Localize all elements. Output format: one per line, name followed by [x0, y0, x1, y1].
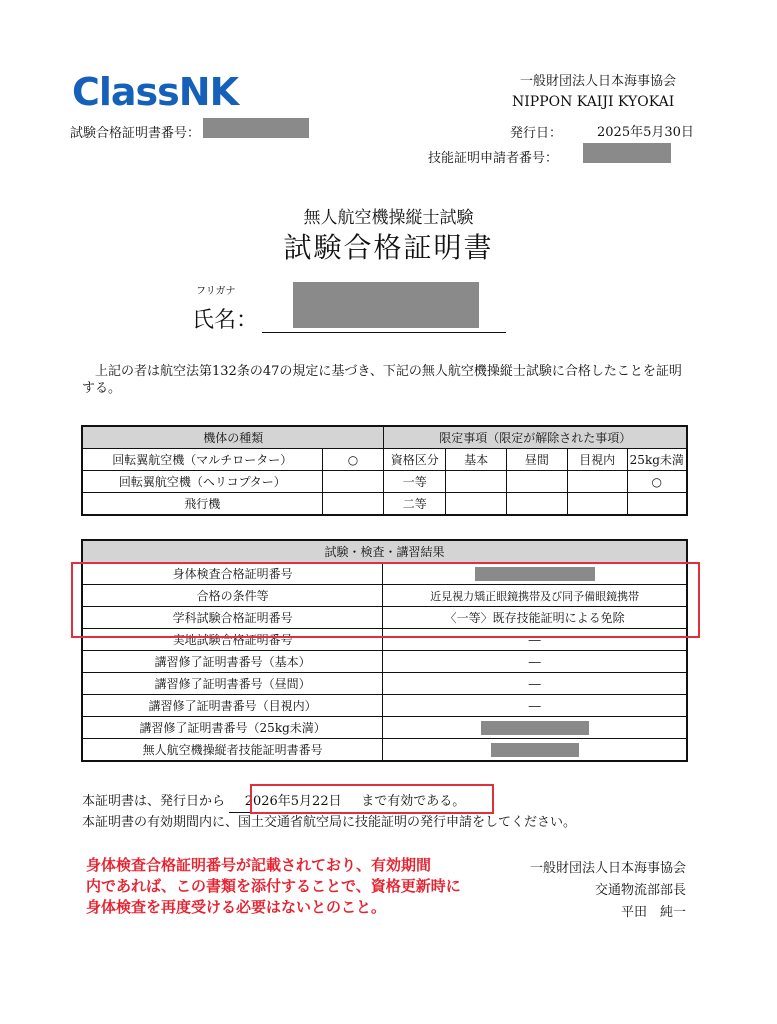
result-value-redacted — [491, 743, 579, 757]
result-value — [383, 717, 687, 739]
classnk-logo: ClassNK — [72, 70, 239, 114]
limit-value — [506, 493, 567, 516]
name-label: 氏名： — [192, 308, 259, 333]
result-value: ― — [383, 673, 687, 695]
cert-number-label: 試験合格証明書番号： — [70, 126, 201, 141]
aircraft-mark — [322, 493, 384, 516]
result-label: 合格の条件等 — [82, 585, 383, 607]
result-label: 実地試験合格証明番号 — [82, 629, 383, 651]
results-header: 試験・検査・講習結果 — [82, 540, 687, 563]
aircraft-mark — [322, 471, 384, 493]
annotation-box-results — [71, 562, 700, 638]
limitation-header: 限定事項（限定が解除された事項） — [384, 426, 687, 449]
result-value: ― — [383, 695, 687, 717]
grade-cell: 二等 — [384, 493, 446, 516]
grade-cell: 一等 — [384, 471, 446, 493]
grade-cell: 資格区分 — [384, 449, 446, 471]
signature-org: 一般財団法人日本海事協会 — [529, 861, 686, 876]
aircraft-type-row: 回転翼航空機（マルチローター） — [82, 449, 322, 471]
aircraft-type-row: 回転翼航空機（ヘリコプター） — [82, 471, 322, 493]
validity-line2: 本証明書の有効期間内に、国土交通省航空局に技能証明の発行申請をしてください。 — [82, 815, 577, 830]
applicant-number-redacted — [583, 143, 671, 163]
annotation-box-validity — [250, 784, 494, 814]
result-label: 講習修了証明書番号（昼間） — [82, 673, 383, 695]
limit-value — [506, 471, 567, 493]
limit-col-visual: 目視内 — [567, 449, 627, 471]
issue-date-label: 発行日： — [510, 126, 563, 141]
validity-suffix: まで有効である。 — [361, 794, 466, 809]
result-value — [383, 739, 687, 762]
result-label: 講習修了証明書番号（基本） — [82, 651, 383, 673]
result-value: ― — [383, 629, 687, 651]
validity-prefix: 本証明書は、発行日から — [82, 794, 226, 809]
note-line2: 内であれば、この書類を添付することで、資格更新時に — [86, 877, 461, 895]
limit-value — [627, 493, 687, 516]
result-value: ― — [383, 651, 687, 673]
result-label: 講習修了証明書番号（25kg未満） — [82, 717, 383, 739]
issue-date: 2025年5月30日 — [597, 125, 694, 140]
aircraft-type-row: 飛行機 — [82, 493, 322, 516]
limit-value — [567, 471, 627, 493]
cert-number-redacted — [203, 118, 309, 138]
aircraft-mark: ○ — [322, 449, 384, 471]
name-redacted — [293, 282, 479, 328]
limit-col-25kg: 25kg未満 — [627, 449, 687, 471]
limit-col-daytime: 昼間 — [506, 449, 567, 471]
statement-text: 上記の者は航空法第132条の47の規定に基づき、下記の無人航空機操縦士試験に合格したことを証明する。 — [82, 364, 682, 396]
limit-value — [446, 471, 507, 493]
note-line3: 身体検査を再度受ける必要はないとのこと。 — [86, 898, 387, 916]
aircraft-type-header: 機体の種類 — [82, 426, 384, 449]
exam-title: 無人航空機操縦士試験 — [303, 208, 474, 228]
aircraft-type-table — [81, 425, 688, 516]
org-name-jp: 一般財団法人日本海事協会 — [520, 74, 677, 89]
result-label: 無人航空機操縦者技能証明書番号 — [82, 739, 383, 762]
validity-date: 2026年5月22日 — [229, 792, 357, 813]
limit-value — [567, 493, 627, 516]
signature-dept: 交通物流部部長 — [594, 883, 686, 898]
result-value: 〈一等〉既存技能証明による免除 — [383, 607, 687, 629]
name-underline — [262, 332, 506, 333]
annotation-note — [86, 855, 461, 918]
furigana-label: フリガナ — [196, 286, 236, 297]
note-line1: 身体検査合格証明番号が記載されており、有効期間 — [86, 856, 432, 874]
signature-block — [500, 858, 686, 924]
result-label: 学科試験合格証明番号 — [82, 607, 383, 629]
certificate-title: 試験合格証明書 — [283, 231, 494, 264]
result-label: 身体検査合格証明番号 — [82, 563, 383, 585]
applicant-number-label: 技能証明申請者番号： — [428, 151, 559, 166]
org-name-en: NIPPON KAIJI KYOKAI — [512, 94, 675, 110]
limit-col-basic: 基本 — [446, 449, 507, 471]
result-value-redacted — [481, 721, 589, 735]
limit-value — [446, 493, 507, 516]
result-value: 近見視力矯正眼鏡携帯及び同予備眼鏡携帯 — [383, 585, 687, 607]
limit-value: ○ — [627, 471, 687, 493]
signature-name: 平田 純一 — [620, 905, 686, 920]
result-label: 講習修了証明書番号（目視内） — [82, 695, 383, 717]
